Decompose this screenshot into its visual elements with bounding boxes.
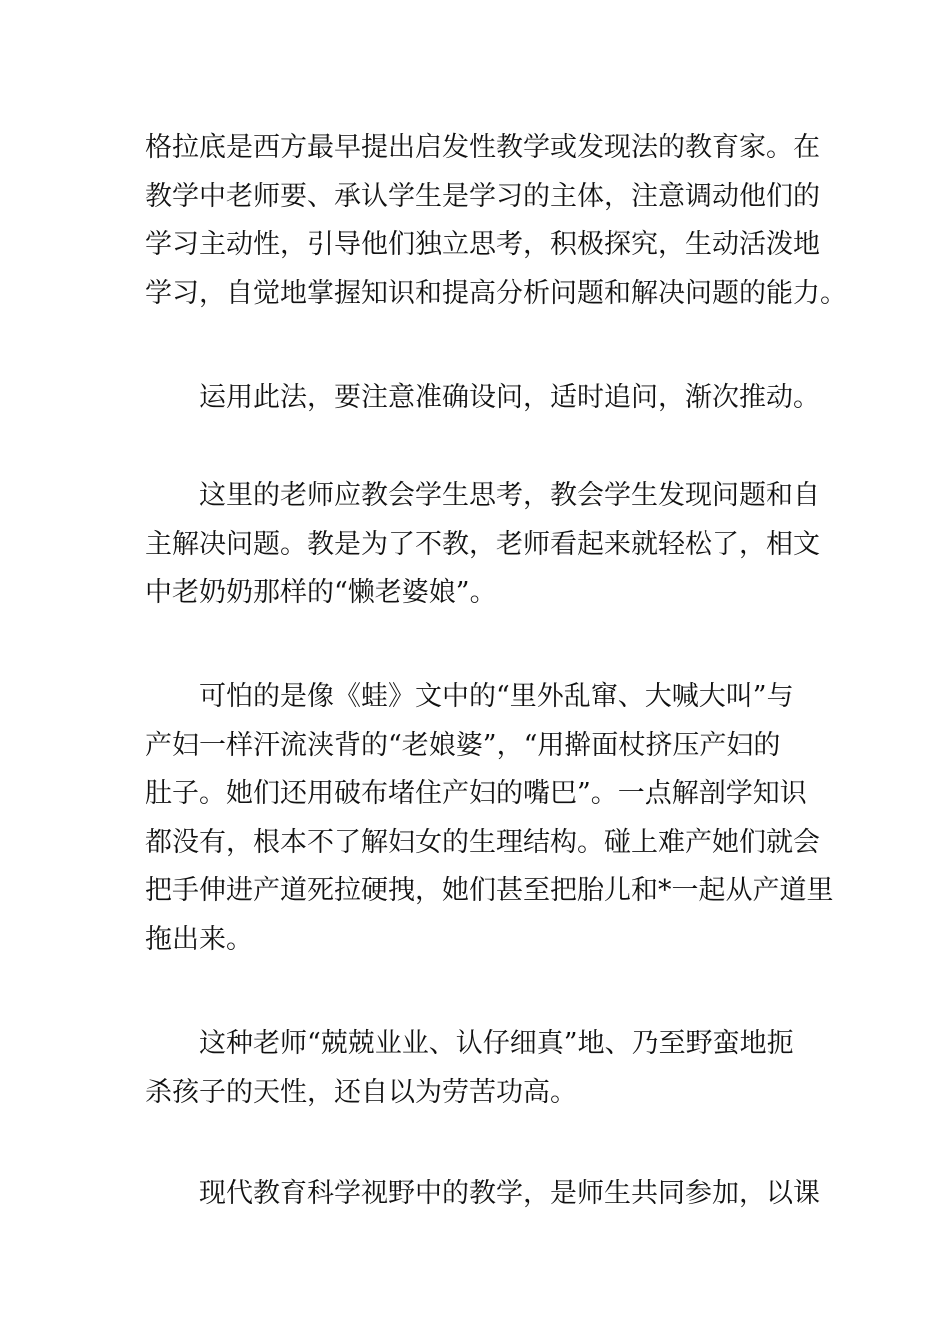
text-line: 学习，自觉地掌握知识和提高分析问题和解决问题的能力。 <box>145 277 847 309</box>
text-line: 这种老师“兢兢业业、认仔细真”地、乃至野蛮地扼 <box>145 1028 794 1059</box>
text-line: 学习主动性，引导他们独立思考，积极探究，生动活泼地 <box>145 229 820 260</box>
text-line: 现代教育科学视野中的教学，是师生共同参加，以课 <box>145 1178 820 1209</box>
paragraph-stifling-teachers <box>145 1020 825 1117</box>
text-line: 肚子。她们还用破布堵住产妇的嘴巴”。一点解剖学知识 <box>145 778 807 809</box>
paragraph-frog-example <box>145 673 834 964</box>
text-line: 都没有，根本不了解妇女的生理结构。碰上难产她们就会 <box>145 826 820 858</box>
text-line: 教学中老师要、承认学生是学习的主体，注意调动他们的 <box>145 180 820 212</box>
text-line: 拖出来。 <box>145 923 253 955</box>
paragraph-modern-education <box>145 1170 825 1219</box>
paragraph-socratic-method <box>145 124 847 318</box>
text-line: 把手伸进产道死拉硬拽，她们甚至把胎儿和*一起从产道里 <box>145 875 834 906</box>
text-line: 可怕的是像《蛙》文中的“里外乱窜、大喊大叫”与 <box>145 681 794 712</box>
paragraph-method-usage <box>145 374 825 423</box>
paragraph-teach-thinking <box>145 472 825 618</box>
text-line: 运用此法，要注意准确设问，适时追问，渐次推动。 <box>145 382 820 413</box>
text-line: 格拉底是西方最早提出启发性教学或发现法的教育家。在 <box>145 132 820 163</box>
text-line: 杀孩子的天性，还自以为劳苦功高。 <box>145 1076 577 1108</box>
text-line: 主解决问题。教是为了不教，老师看起来就轻松了，相文 <box>145 528 820 560</box>
text-line: 这里的老师应教会学生思考，教会学生发现问题和自 <box>145 480 820 511</box>
text-line: 产妇一样汗流浃背的“老娘婆”，“用擀面杖挤压产妇的 <box>145 729 781 761</box>
text-line: 中老奶奶那样的“懒老婆娘”。 <box>145 577 497 608</box>
